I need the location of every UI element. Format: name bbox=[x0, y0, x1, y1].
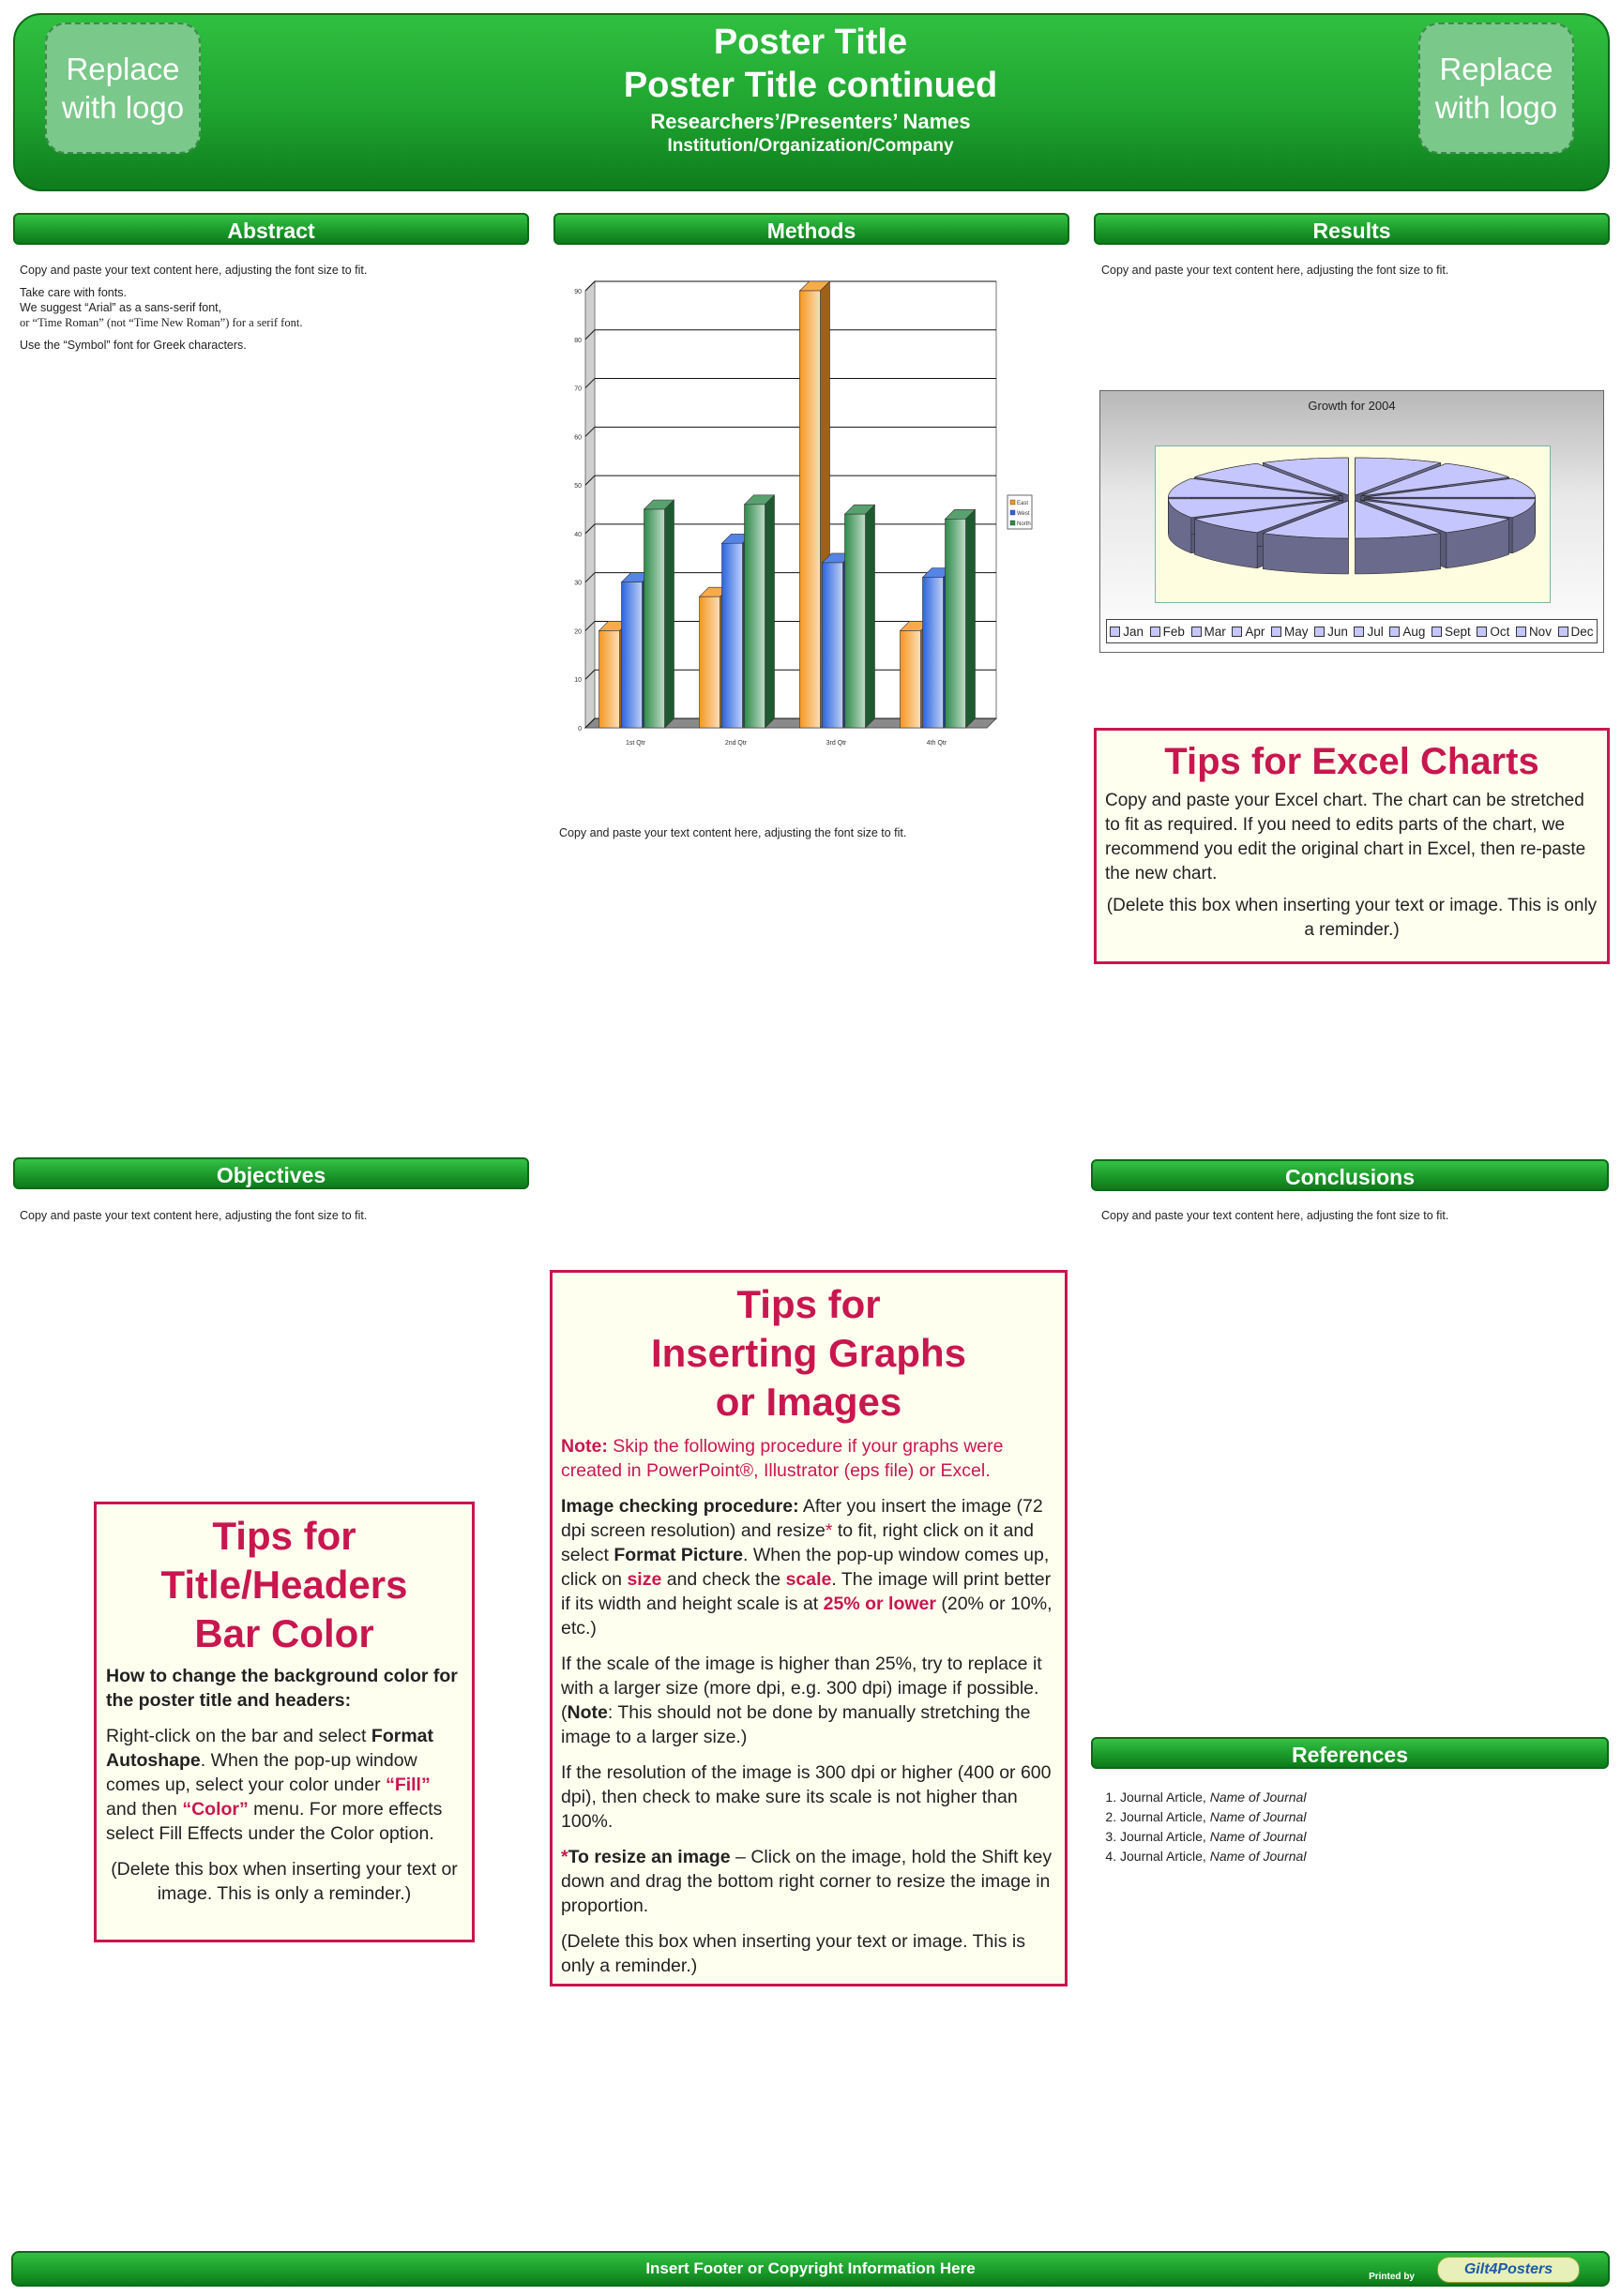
presenter-names[interactable]: Researchers’/Presenters’ Names bbox=[650, 110, 971, 133]
text-run: . When the pop-up window comes up, select your color under bbox=[106, 1750, 417, 1795]
text-run-bold: Image checking procedure: bbox=[561, 1496, 799, 1517]
reference-item[interactable] bbox=[1120, 1827, 1608, 1847]
plot-side-wall bbox=[585, 281, 595, 728]
poster-title-continued[interactable]: Poster Title continued bbox=[623, 66, 998, 105]
text-run: Skip the following procedure if your graphs were created in PowerPoint®, Illustrator (eps file) or Excel. bbox=[561, 1436, 1004, 1481]
tips-images-title-line3: or Images bbox=[715, 1380, 902, 1424]
text-run-red: size bbox=[627, 1569, 662, 1590]
text-run: : This should not be done by manually stretching the image to a larger size.) bbox=[561, 1702, 1031, 1747]
bar-north-1[interactable] bbox=[644, 500, 674, 728]
x-tick-label: 3rd Qtr bbox=[826, 740, 847, 747]
bar-side bbox=[665, 500, 674, 728]
pie-chart-frame[interactable] bbox=[1099, 390, 1604, 653]
reference-item[interactable] bbox=[1120, 1847, 1608, 1866]
bar-front bbox=[946, 519, 966, 728]
pie-legend-item bbox=[1232, 625, 1265, 639]
bar-front bbox=[644, 509, 665, 728]
bar-chart[interactable] bbox=[559, 272, 1066, 760]
text-run: If the scale of the image is higher than 25%, try to replace it with a larger size (more dpi, e.g. 300 dpi) image if possible. ( bbox=[561, 1654, 1042, 1723]
reference-text: Journal Article, bbox=[1120, 1790, 1210, 1805]
reference-text: Journal Article, bbox=[1120, 1849, 1210, 1864]
bar-front bbox=[923, 577, 944, 728]
pie-slice-rim bbox=[1356, 534, 1441, 574]
pie-legend-label: Jan bbox=[1123, 624, 1144, 639]
tips-header-title-line1: Tips for bbox=[212, 1514, 356, 1558]
logo-placeholder-right[interactable]: Replace with logo bbox=[1418, 23, 1574, 154]
pie-legend-swatch bbox=[1271, 627, 1281, 637]
tips-images-p2 bbox=[561, 1652, 1056, 1749]
tips-excel-p1: Copy and paste your Excel chart. The chart can be stretched to fit as required. If you need to edits parts of the chart, we recommend you edit the original chart in Excel, then re-paste the new chart. bbox=[1105, 791, 1586, 884]
pie-legend-label: Aug bbox=[1402, 624, 1426, 639]
printer-logo: Gilt4Posters bbox=[1437, 2257, 1580, 2283]
tips-excel-box[interactable] bbox=[1094, 728, 1610, 964]
pie-legend-swatch bbox=[1110, 627, 1120, 637]
pie-legend-item bbox=[1271, 625, 1309, 639]
y-tick-label: 60 bbox=[574, 434, 582, 442]
tips-excel-p2: (Delete this box when inserting your text or image. This is only a reminder.) bbox=[1106, 896, 1598, 940]
tips-images-p4 bbox=[561, 1845, 1056, 1918]
text-run: and check the bbox=[661, 1569, 786, 1590]
y-tick-label: 70 bbox=[574, 385, 582, 393]
pie-legend-swatch bbox=[1314, 627, 1325, 637]
bar-front bbox=[622, 582, 643, 728]
pie-legend-label: Apr bbox=[1245, 624, 1265, 639]
poster-title[interactable]: Poster Title bbox=[713, 23, 908, 62]
text-run: . The image will print better if its width and height scale is at bbox=[561, 1569, 1052, 1614]
pie-legend-label: May bbox=[1283, 624, 1309, 639]
bar-side bbox=[966, 509, 976, 728]
abstract-line: Use the “Symbol” font for Greek characters. bbox=[20, 339, 247, 352]
tips-images-p1 bbox=[561, 1494, 1056, 1640]
text-run: – Click on the image, hold the Shift key down and drag the bottom right corner to resize the image in proportion. bbox=[561, 1847, 1053, 1916]
pie-legend-label: Nov bbox=[1528, 624, 1552, 639]
y-tick-label: 90 bbox=[574, 289, 582, 295]
pie-legend-item bbox=[1516, 625, 1552, 639]
x-tick-label: 4th Qtr bbox=[926, 740, 947, 747]
bar-front bbox=[800, 291, 821, 728]
tips-images-title-line1: Tips for bbox=[736, 1282, 881, 1326]
pie-legend-label: Feb bbox=[1162, 624, 1185, 639]
abstract-header-bar[interactable]: Abstract bbox=[13, 213, 529, 245]
pie-legend-swatch bbox=[1516, 627, 1526, 637]
abstract-line: Copy and paste your text content here, adjusting the font size to fit. bbox=[20, 264, 368, 277]
bar-front bbox=[700, 597, 720, 728]
pie-legend-swatch bbox=[1432, 627, 1442, 637]
pie-legend-label: Oct bbox=[1490, 624, 1510, 639]
pie-legend-item bbox=[1150, 625, 1185, 639]
text-run-red: 25% or lower bbox=[823, 1594, 936, 1614]
tips-header-question: How to change the background color for the poster title and headers: bbox=[106, 1666, 458, 1711]
pie-legend-swatch bbox=[1150, 627, 1160, 637]
text-run: to fit, right click on it and select bbox=[561, 1520, 1035, 1565]
bar-side bbox=[765, 495, 775, 728]
tips-header-title-line3: Bar Color bbox=[194, 1611, 374, 1655]
bar-front bbox=[845, 514, 866, 728]
text-run-red: * bbox=[825, 1520, 833, 1541]
x-tick-label: 2nd Qtr bbox=[724, 740, 748, 747]
tips-header-title-line2: Title/Headers bbox=[160, 1563, 408, 1607]
methods-header-bar[interactable]: Methods bbox=[553, 213, 1069, 245]
y-tick-label: 30 bbox=[574, 580, 582, 587]
y-tick-label: 40 bbox=[574, 531, 582, 538]
pie-legend-swatch bbox=[1558, 627, 1568, 637]
references-header-bar[interactable]: References bbox=[1091, 1737, 1609, 1769]
reference-journal: Name of Journal bbox=[1209, 1829, 1307, 1844]
pie-legend-item bbox=[1389, 625, 1425, 639]
text-run: . When the pop-up window comes up, click on bbox=[561, 1545, 1050, 1590]
tips-images-box[interactable] bbox=[550, 1270, 1068, 1986]
tips-images-note bbox=[561, 1434, 1056, 1483]
bar-front bbox=[901, 630, 921, 728]
pie-slice-rim bbox=[1263, 534, 1348, 574]
text-run-bold: To resize an image bbox=[568, 1847, 731, 1867]
tips-header-p1 bbox=[106, 1724, 462, 1846]
pie-legend-item bbox=[1432, 625, 1471, 639]
legend-label: East bbox=[1017, 501, 1029, 506]
y-tick-label: 10 bbox=[574, 677, 582, 685]
references-list bbox=[1101, 1788, 1608, 1866]
tips-images-title-line2: Inserting Graphs bbox=[650, 1331, 967, 1375]
text-run-red: “Fill” bbox=[386, 1775, 431, 1795]
legend-swatch bbox=[1010, 521, 1015, 525]
legend-label: North bbox=[1017, 521, 1031, 527]
pie-legend-label: Jun bbox=[1327, 624, 1348, 639]
text-run-bold: Format Picture bbox=[614, 1545, 743, 1565]
text-run: and then bbox=[106, 1799, 183, 1820]
tips-images-p5: (Delete this box when inserting your text or image. This is only a reminder.) bbox=[561, 1931, 1025, 1976]
reference-journal: Name of Journal bbox=[1209, 1849, 1307, 1864]
abstract-line: We suggest “Arial” as a sans-serif font, bbox=[20, 301, 222, 314]
text-run: menu. For more effects select Fill Effects under the Color option. bbox=[106, 1799, 443, 1844]
pie-legend-swatch bbox=[1191, 627, 1202, 637]
logo-placeholder-left[interactable]: Replace with logo bbox=[45, 23, 201, 154]
pie-legend-label: Jul bbox=[1367, 624, 1384, 639]
abstract-line: Take care with fonts. bbox=[20, 286, 127, 299]
abstract-line: or “Time Roman” (not “Time New Roman”) for a serif font. bbox=[20, 316, 303, 329]
pie-chart-title: Growth for 2004 bbox=[1308, 399, 1396, 413]
y-tick-label: 0 bbox=[578, 726, 582, 733]
bar-front bbox=[745, 505, 765, 728]
text-run-bold: Note bbox=[567, 1702, 608, 1723]
text-run: After you insert the image (72 dpi screen resolution) and resize bbox=[561, 1496, 1043, 1541]
pie-legend-swatch bbox=[1477, 627, 1487, 637]
conclusions-text[interactable]: Copy and paste your text content here, adjusting the font size to fit. bbox=[1101, 1209, 1449, 1222]
title-block bbox=[281, 21, 1340, 158]
legend-label: West bbox=[1017, 511, 1030, 517]
methods-text[interactable]: Copy and paste your text content here, adjusting the font size to fit. bbox=[559, 826, 907, 839]
x-tick-label: 1st Qtr bbox=[625, 740, 646, 747]
reference-journal: Name of Journal bbox=[1209, 1790, 1307, 1805]
objectives-header-bar[interactable]: Objectives bbox=[13, 1157, 529, 1189]
results-header-bar[interactable]: Results bbox=[1094, 213, 1610, 245]
results-text[interactable]: Copy and paste your text content here, adjusting the font size to fit. bbox=[1101, 264, 1449, 277]
reference-item[interactable] bbox=[1120, 1788, 1608, 1807]
bar-north-2[interactable] bbox=[745, 495, 775, 728]
printed-by-label: Printed by bbox=[1369, 2272, 1415, 2282]
pie-legend-item bbox=[1191, 625, 1226, 639]
bar-front bbox=[722, 543, 743, 728]
reference-text: Journal Article, bbox=[1120, 1809, 1210, 1824]
text-run-bold: Note: bbox=[561, 1436, 608, 1457]
reference-journal: Name of Journal bbox=[1209, 1809, 1307, 1824]
bar-front bbox=[823, 563, 843, 728]
pie-legend-item bbox=[1354, 625, 1383, 639]
bar-side bbox=[866, 505, 875, 728]
pie-legend-swatch bbox=[1354, 627, 1364, 637]
text-run-red: * bbox=[561, 1847, 568, 1867]
bar-north-3[interactable] bbox=[845, 505, 875, 728]
legend-swatch bbox=[1010, 510, 1015, 515]
text-run-bold: Format Autoshape bbox=[106, 1726, 433, 1771]
pie-legend bbox=[1106, 619, 1598, 643]
footer-text: Insert Footer or Copyright Information Here bbox=[645, 2259, 976, 2277]
text-run-red: “Color” bbox=[182, 1799, 249, 1820]
tips-excel-title: Tips for Excel Charts bbox=[1164, 741, 1539, 782]
reference-item[interactable] bbox=[1120, 1807, 1608, 1827]
tips-header-p2: (Delete this box when inserting your text or image. This is only a reminder.) bbox=[111, 1859, 458, 1904]
tips-header-color-box[interactable] bbox=[94, 1502, 475, 1942]
conclusions-header-bar[interactable]: Conclusions bbox=[1091, 1159, 1609, 1191]
text-run-red: scale bbox=[785, 1569, 832, 1590]
pie-legend-item bbox=[1477, 625, 1509, 639]
pie-legend-label: Dec bbox=[1570, 624, 1594, 639]
pie-legend-label: Sept bbox=[1444, 624, 1471, 639]
pie-legend-swatch bbox=[1232, 627, 1242, 637]
tips-images-p3: If the resolution of the image is 300 dpi or higher (400 or 600 dpi), then check to make sure its scale is not higher than 100%. bbox=[561, 1762, 1052, 1832]
bar-north-4[interactable] bbox=[946, 509, 976, 728]
objectives-text[interactable]: Copy and paste your text content here, adjusting the font size to fit. bbox=[20, 1209, 368, 1222]
legend-swatch bbox=[1010, 500, 1015, 505]
pie-legend-item bbox=[1558, 625, 1594, 639]
pie-chart bbox=[1155, 446, 1549, 601]
institution[interactable]: Institution/Organization/Company bbox=[667, 136, 954, 156]
bar-front bbox=[599, 630, 620, 728]
pie-legend-item bbox=[1110, 625, 1144, 639]
footer-bar[interactable] bbox=[11, 2251, 1610, 2287]
pie-legend-swatch bbox=[1389, 627, 1400, 637]
abstract-text[interactable] bbox=[20, 263, 526, 353]
pie-legend-label: Mar bbox=[1204, 624, 1226, 639]
text-run: (20% or 10%, etc.) bbox=[561, 1594, 1053, 1639]
y-tick-label: 50 bbox=[574, 483, 582, 491]
reference-text: Journal Article, bbox=[1120, 1829, 1210, 1844]
y-tick-label: 80 bbox=[574, 337, 582, 344]
y-tick-label: 20 bbox=[574, 628, 582, 636]
pie-legend-item bbox=[1314, 625, 1348, 639]
text-run: Right-click on the bar and select bbox=[106, 1726, 371, 1746]
